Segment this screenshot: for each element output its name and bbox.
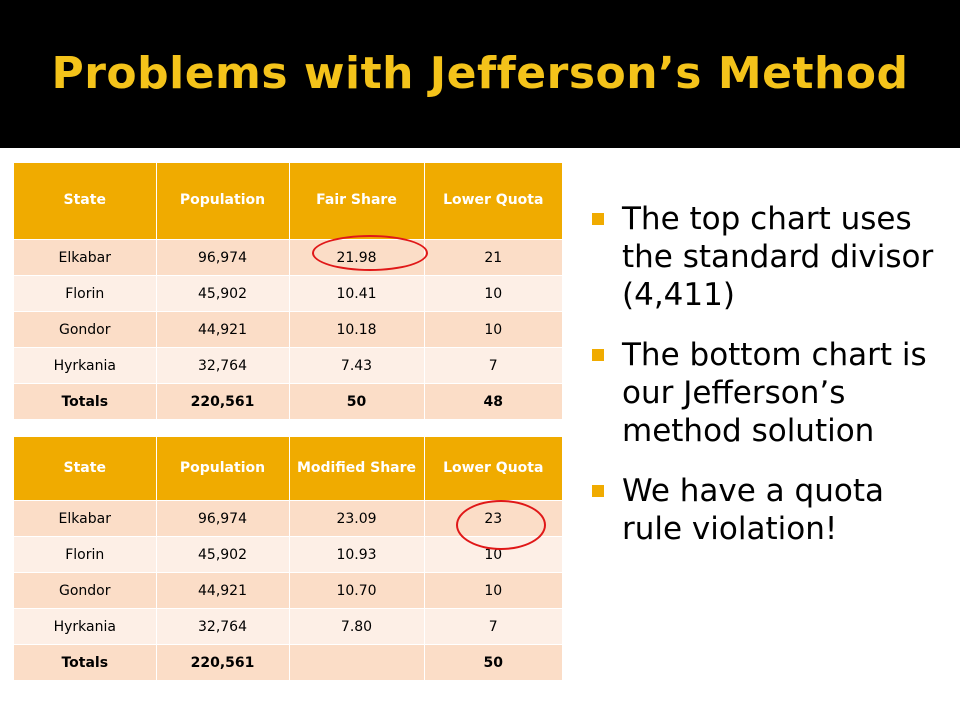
table-row [14, 573, 562, 609]
cell-population: 44,921 [156, 312, 289, 348]
cell-state: Gondor [14, 312, 156, 348]
cell-state: Hyrkania [14, 348, 156, 384]
slide-title: Problems with Jefferson’s Method [51, 48, 909, 99]
cell-total-population: 220,561 [156, 384, 289, 420]
cell-lower-quota: 7 [424, 609, 562, 645]
cell-population: 45,902 [156, 537, 289, 573]
cell-state: Gondor [14, 573, 156, 609]
cell-population: 44,921 [156, 573, 289, 609]
bullet-item [590, 472, 950, 548]
totals-row [14, 645, 562, 681]
cell-lower-quota: 10 [424, 276, 562, 312]
cell-state: Hyrkania [14, 609, 156, 645]
modified-share-table [14, 437, 562, 680]
cell-total-lower-quota: 50 [424, 645, 562, 681]
cell-modified-share: 7.80 [289, 609, 424, 645]
header-state: State [14, 163, 156, 240]
cell-fair-share: 10.41 [289, 276, 424, 312]
header-population: Population [156, 437, 289, 501]
cell-lower-quota: 21 [424, 240, 562, 276]
table-row [14, 609, 562, 645]
bullet-text: We have a quota rule violation! [622, 473, 884, 547]
header-fair-share: Fair Share [289, 163, 424, 240]
square-bullet-icon [592, 485, 604, 497]
cell-lower-quota: 10 [424, 312, 562, 348]
bullet-item [590, 336, 950, 450]
cell-lower-quota: 10 [424, 573, 562, 609]
cell-totals-label: Totals [14, 384, 156, 420]
table-row [14, 348, 562, 384]
cell-total-lower-quota: 48 [424, 384, 562, 420]
bullet-text: The bottom chart is our Jefferson’s method solution [622, 337, 927, 449]
title-bar [0, 0, 960, 148]
fair-share-table [14, 163, 562, 419]
cell-lower-quota: 7 [424, 348, 562, 384]
cell-fair-share: 21.98 [289, 240, 424, 276]
cell-modified-share: 10.93 [289, 537, 424, 573]
table-row [14, 537, 562, 573]
header-lower-quota: Lower Quota [424, 163, 562, 240]
table-row [14, 501, 562, 537]
cell-population: 96,974 [156, 501, 289, 537]
bullet-item [590, 200, 950, 314]
cell-total-modified-share [289, 645, 424, 681]
table-header-row [14, 437, 562, 501]
bullet-text: The top chart uses the standard divisor (4,411) [622, 201, 934, 313]
cell-population: 32,764 [156, 348, 289, 384]
header-population: Population [156, 163, 289, 240]
cell-fair-share: 10.18 [289, 312, 424, 348]
table-row [14, 240, 562, 276]
bullet-list [590, 200, 950, 570]
table-row [14, 312, 562, 348]
square-bullet-icon [592, 349, 604, 361]
cell-state: Elkabar [14, 240, 156, 276]
cell-state: Elkabar [14, 501, 156, 537]
cell-totals-label: Totals [14, 645, 156, 681]
cell-population: 96,974 [156, 240, 289, 276]
cell-total-population: 220,561 [156, 645, 289, 681]
cell-fair-share: 7.43 [289, 348, 424, 384]
table-row [14, 276, 562, 312]
cell-population: 45,902 [156, 276, 289, 312]
header-modified-share: Modified Share [289, 437, 424, 501]
cell-modified-share: 23.09 [289, 501, 424, 537]
cell-state: Florin [14, 537, 156, 573]
cell-state: Florin [14, 276, 156, 312]
square-bullet-icon [592, 213, 604, 225]
cell-total-fair-share: 50 [289, 384, 424, 420]
header-state: State [14, 437, 156, 501]
cell-lower-quota: 10 [424, 537, 562, 573]
cell-population: 32,764 [156, 609, 289, 645]
totals-row [14, 384, 562, 420]
cell-modified-share: 10.70 [289, 573, 424, 609]
header-lower-quota: Lower Quota [424, 437, 562, 501]
cell-lower-quota: 23 [424, 501, 562, 537]
table-header-row [14, 163, 562, 240]
